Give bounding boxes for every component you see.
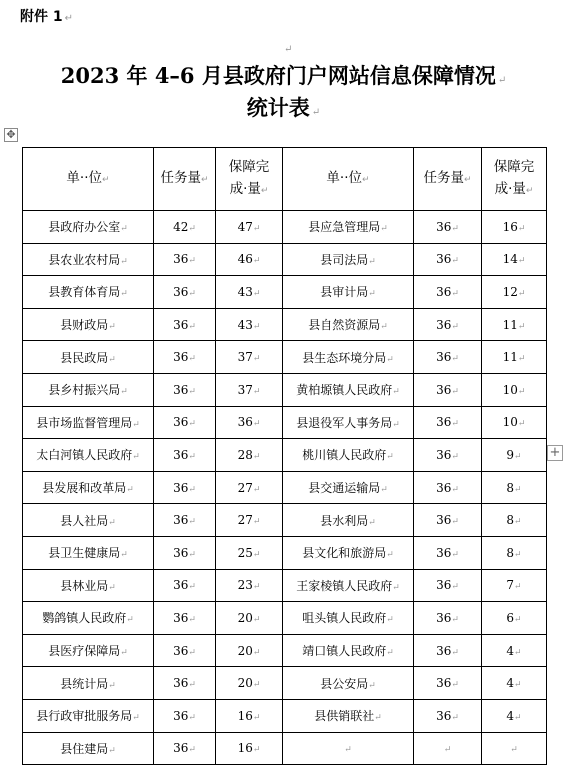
- cell-done-left: 37↵: [216, 373, 283, 406]
- table-row: [23, 373, 547, 406]
- cell-tasks-right: 36↵: [414, 373, 482, 406]
- cell-tasks-right: 36↵: [414, 569, 482, 602]
- paragraph-mark-icon: ↵: [451, 484, 459, 495]
- paragraph-mark-icon: ↵: [252, 549, 261, 560]
- paragraph-mark-icon: ↵: [386, 648, 394, 659]
- cell-tasks-right: 36↵: [414, 243, 482, 276]
- cell-unit-left: 县统计局↵: [23, 667, 154, 700]
- cell-unit-right: 县自然资源局↵: [283, 308, 414, 341]
- paragraph-mark-icon: ↵: [252, 647, 261, 658]
- cell-unit-right: 县退役军人事务局↵: [283, 406, 414, 439]
- paragraph-mark-icon: ↵: [514, 680, 522, 691]
- table-row: [23, 276, 547, 309]
- paragraph-mark-icon: ↵: [188, 321, 196, 332]
- paragraph-mark-icon: ↵: [517, 256, 526, 267]
- paragraph-mark-icon: ↵: [451, 354, 459, 365]
- paragraph-mark-icon: ↵: [514, 712, 522, 723]
- cell-unit-right: 县水利局↵: [283, 504, 414, 537]
- table-row: [23, 536, 547, 569]
- paragraph-mark-icon: ↵: [188, 419, 196, 430]
- cell-tasks-right: 36↵: [414, 406, 482, 439]
- cell-done-right: [482, 732, 547, 765]
- paragraph-mark-icon: ↵: [126, 485, 134, 496]
- paragraph-mark-icon: ↵: [252, 288, 261, 299]
- cell-tasks-right: [414, 732, 482, 765]
- cell-tasks-right: 36↵: [414, 504, 482, 537]
- cell-done-left: 43↵: [216, 308, 283, 341]
- paragraph-mark-icon: ↵: [188, 745, 196, 756]
- paragraph-mark-icon: ↵: [451, 386, 459, 397]
- paragraph-mark-icon: ↵: [497, 75, 507, 86]
- cell-done-right: 4↵: [482, 634, 547, 667]
- cell-tasks-right: 36↵: [414, 602, 482, 635]
- annex-label: 附件 1 ↵: [20, 9, 74, 25]
- cell-tasks-left: 36↵: [154, 634, 216, 667]
- table-row: [23, 341, 547, 374]
- cell-tasks-left: 36↵: [154, 406, 216, 439]
- cell-unit-left: 县住建局↵: [23, 732, 154, 765]
- cell-done-left: 43↵: [216, 276, 283, 309]
- cell-unit-right: 黄柏塬镇人民政府↵: [283, 373, 414, 406]
- paragraph-mark-icon: ↵: [451, 680, 459, 691]
- cell-tasks-left: 36↵: [154, 536, 216, 569]
- cell-unit-left: 县农业农村局↵: [23, 243, 154, 276]
- cell-unit-right: 县交通运输局↵: [283, 471, 414, 504]
- cell-unit-left: 县财政局↵: [23, 308, 154, 341]
- paragraph-mark-icon: ↵: [386, 452, 394, 463]
- paragraph-mark-icon: ↵: [120, 550, 128, 561]
- cell-unit-right: 县供销联社↵: [283, 699, 414, 732]
- paragraph-mark-icon: ↵: [451, 288, 459, 299]
- cell-done-right: 11↵: [482, 341, 547, 374]
- paragraph-mark-icon: ↵: [188, 354, 196, 365]
- paragraph-mark-icon: ↵: [132, 452, 140, 463]
- paragraph-mark-icon: ↵: [510, 745, 518, 756]
- paragraph-mark-icon: ↵: [64, 13, 74, 24]
- paragraph-mark-icon: ↵: [126, 615, 134, 626]
- cell-tasks-left: 36↵: [154, 276, 216, 309]
- header-tasks-left: 任务量↵: [154, 148, 216, 211]
- paragraph-mark-icon: ↵: [252, 256, 261, 267]
- paragraph-mark-icon: ↵: [451, 419, 459, 430]
- paragraph-mark-icon: ↵: [517, 288, 526, 299]
- paragraph-mark-icon: ↵: [252, 419, 261, 430]
- paragraph-mark-icon: ↵: [188, 712, 196, 723]
- paragraph-mark-icon: ↵: [368, 680, 376, 691]
- paragraph-mark-icon: ↵: [514, 484, 522, 495]
- cell-tasks-right: 36↵: [414, 471, 482, 504]
- cell-done-right: 4↵: [482, 667, 547, 700]
- paragraph-mark-icon: ↵: [392, 387, 400, 398]
- paragraph-mark-icon: ↵: [517, 354, 526, 365]
- cell-tasks-right: 36↵: [414, 536, 482, 569]
- table-row: [23, 634, 547, 667]
- paragraph-mark-icon: ↵: [443, 745, 452, 756]
- cell-done-left: 27↵: [216, 504, 283, 537]
- paragraph-mark-icon: ↵: [252, 582, 261, 593]
- cell-unit-left: 县发展和改革局↵: [23, 471, 154, 504]
- paragraph-mark-icon: ↵: [188, 517, 196, 528]
- paragraph-mark-icon: ↵: [517, 223, 526, 234]
- table-row: [23, 211, 547, 244]
- paragraph-mark-icon: ↵: [188, 451, 196, 462]
- cell-tasks-left: 36↵: [154, 602, 216, 635]
- cell-unit-right: 王家棱镇人民政府↵: [283, 569, 414, 602]
- cell-done-right: 7↵: [482, 569, 547, 602]
- header-done-left: 保障完 成·量↵: [216, 148, 283, 211]
- cell-tasks-right: 36↵: [414, 211, 482, 244]
- cell-unit-left: 县政府办公室↵: [23, 211, 154, 244]
- paragraph-mark-icon: ↵: [514, 614, 522, 625]
- cell-done-left: 27↵: [216, 471, 283, 504]
- paragraph-mark-icon: ↵: [368, 517, 376, 528]
- paragraph-mark-icon: ↵: [386, 615, 394, 626]
- cell-tasks-right: 36↵: [414, 667, 482, 700]
- paragraph-mark-icon: ↵: [311, 107, 321, 118]
- cell-tasks-right: 36↵: [414, 276, 482, 309]
- paragraph-mark-icon: ↵: [188, 582, 196, 593]
- paragraph-mark-icon: ↵: [108, 322, 116, 333]
- paragraph-mark-icon: ↵: [514, 549, 522, 560]
- table-move-handle-icon[interactable]: ✥: [4, 128, 18, 142]
- cell-unit-left: 县乡村振兴局↵: [23, 373, 154, 406]
- table-row: [23, 504, 547, 537]
- cell-done-left: 47↵: [216, 211, 283, 244]
- cell-unit-left: 县卫生健康局↵: [23, 536, 154, 569]
- add-column-icon[interactable]: +: [547, 445, 563, 461]
- paragraph-mark-icon: ↵: [517, 321, 526, 332]
- paragraph-mark-icon: ↵: [386, 354, 394, 365]
- cell-done-left: 20↵: [216, 602, 283, 635]
- cell-tasks-left: 36↵: [154, 699, 216, 732]
- cell-done-right: 9↵: [482, 439, 547, 472]
- table-row: [23, 471, 547, 504]
- paragraph-mark-icon: ↵: [132, 419, 140, 430]
- cell-done-right: 6↵: [482, 602, 547, 635]
- cell-done-right: 11↵: [482, 308, 547, 341]
- cell-unit-left: 县林业局↵: [23, 569, 154, 602]
- cell-done-right: 8↵: [482, 504, 547, 537]
- cell-unit-right: 县文化和旅游局↵: [283, 536, 414, 569]
- table-row: [23, 243, 547, 276]
- paragraph-mark-icon: ↵: [108, 354, 116, 365]
- cell-tasks-left: 36↵: [154, 341, 216, 374]
- cell-done-right: 8↵: [482, 536, 547, 569]
- paragraph-mark-icon: ↵: [514, 647, 522, 658]
- paragraph-mark-icon: ↵: [108, 517, 116, 528]
- paragraph-mark-icon: ↵: [252, 745, 261, 756]
- stats-table: [22, 147, 547, 765]
- paragraph-mark-icon: ↵: [120, 224, 128, 235]
- cell-unit-left: 县行政审批服务局↵: [23, 699, 154, 732]
- paragraph-mark-icon: ↵: [188, 484, 196, 495]
- paragraph-mark-icon: ↵: [517, 386, 526, 397]
- paragraph-mark-icon: ↵: [188, 614, 196, 625]
- cell-tasks-right: 36↵: [414, 699, 482, 732]
- paragraph-mark-icon: ↵: [514, 582, 522, 593]
- paragraph-mark-icon: ↵: [451, 223, 459, 234]
- cell-done-right: 4↵: [482, 699, 547, 732]
- paragraph-mark-icon: ↵: [120, 256, 128, 267]
- doc-title-line2: 统计表 ↵: [246, 95, 321, 120]
- table-row: [23, 439, 547, 472]
- paragraph-mark-icon: ↵: [451, 582, 459, 593]
- paragraph-mark-icon: ↵: [380, 485, 388, 496]
- cell-unit-left: 县市场监督管理局↵: [23, 406, 154, 439]
- cell-done-left: 37↵: [216, 341, 283, 374]
- paragraph-mark-icon: ↵: [451, 712, 459, 723]
- table-header-row: [23, 148, 547, 211]
- table-row: [23, 667, 547, 700]
- cell-tasks-left: 36↵: [154, 308, 216, 341]
- cell-tasks-left: 36↵: [154, 569, 216, 602]
- cell-unit-right: 县应急管理局↵: [283, 211, 414, 244]
- cell-unit-left: 县教育体育局↵: [23, 276, 154, 309]
- cell-unit-right: 县公安局↵: [283, 667, 414, 700]
- paragraph-mark-icon: ↵: [120, 648, 128, 659]
- cell-tasks-left: 36↵: [154, 439, 216, 472]
- cell-done-left: 16↵: [216, 699, 283, 732]
- paragraph-mark-icon: ↵: [451, 451, 459, 462]
- cell-tasks-left: 42↵: [154, 211, 216, 244]
- paragraph-mark-icon: ↵: [368, 256, 376, 267]
- cell-tasks-right: 36↵: [414, 439, 482, 472]
- paragraph-mark-icon: ↵: [451, 647, 459, 658]
- paragraph-mark-icon: ↵: [188, 549, 196, 560]
- cell-done-left: 28↵: [216, 439, 283, 472]
- paragraph-mark-icon: ↵: [252, 517, 261, 528]
- paragraph-mark-icon: ↵: [451, 256, 459, 267]
- cell-done-left: 20↵: [216, 667, 283, 700]
- cell-unit-left: 太白河镇人民政府↵: [23, 439, 154, 472]
- table-row: [23, 308, 547, 341]
- cell-unit-right: 县生态环境分局↵: [283, 341, 414, 374]
- table-row: [23, 569, 547, 602]
- paragraph-mark-icon: ↵: [108, 680, 116, 691]
- header-unit-left: 单··位↵: [23, 148, 154, 211]
- paragraph-mark-icon: ↵: [392, 419, 400, 430]
- cell-done-left: 20↵: [216, 634, 283, 667]
- cell-done-left: 36↵: [216, 406, 283, 439]
- table-row: [23, 406, 547, 439]
- cell-unit-left: 县人社局↵: [23, 504, 154, 537]
- cell-tasks-left: 36↵: [154, 373, 216, 406]
- paragraph-mark-icon: ↵: [344, 745, 352, 756]
- cell-unit-right: 靖口镇人民政府↵: [283, 634, 414, 667]
- paragraph-mark-icon: ↵: [514, 517, 522, 528]
- paragraph-mark-icon: ↵: [188, 256, 196, 267]
- cell-unit-left: 县医疗保障局↵: [23, 634, 154, 667]
- cell-unit-right: 桃川镇人民政府↵: [283, 439, 414, 472]
- cell-unit-right: 县司法局↵: [283, 243, 414, 276]
- cell-unit-right: 县审计局↵: [283, 276, 414, 309]
- paragraph-mark-icon: ↵: [120, 289, 128, 300]
- cell-unit-right: 咀头镇人民政府↵: [283, 602, 414, 635]
- table-row: [23, 602, 547, 635]
- header-tasks-right: 任务量↵: [414, 148, 482, 211]
- cell-done-right: 10↵: [482, 406, 547, 439]
- doc-title-line1: 2023 年 4–6 月县政府门户网站信息保障情况 ↵: [60, 63, 507, 88]
- paragraph-mark-icon: ↵: [188, 386, 196, 397]
- paragraph-mark-icon: ↵: [392, 582, 400, 593]
- cell-tasks-right: 36↵: [414, 308, 482, 341]
- paragraph-mark-icon: ↵: [188, 647, 196, 658]
- paragraph-mark-icon: ↵: [188, 680, 196, 691]
- header-unit-right: 单··位↵: [283, 148, 414, 211]
- paragraph-mark-icon: ↵: [108, 582, 116, 593]
- paragraph-mark-icon: ↵: [380, 322, 388, 333]
- paragraph-mark-icon: ↵: [188, 223, 196, 234]
- cell-tasks-right: 36↵: [414, 341, 482, 374]
- paragraph-mark-icon: ↵: [120, 387, 128, 398]
- paragraph-mark-icon: ↵: [374, 713, 382, 724]
- paragraph-mark-icon: ↵: [252, 712, 261, 723]
- paragraph-mark-icon: ↵: [252, 680, 261, 691]
- cell-unit-left: 鹦鸽镇人民政府↵: [23, 602, 154, 635]
- paragraph-mark-icon: ↵: [451, 517, 459, 528]
- cell-done-left: 16↵: [216, 732, 283, 765]
- cell-done-left: 25↵: [216, 536, 283, 569]
- paragraph-mark-icon: ↵: [252, 614, 261, 625]
- paragraph-mark-icon: ↵: [368, 289, 376, 300]
- paragraph-mark-icon: ↵: [252, 484, 261, 495]
- paragraph-mark-icon: ↵: [517, 419, 526, 430]
- table-row: [23, 732, 547, 765]
- paragraph-mark-icon: ↵: [132, 713, 140, 724]
- paragraph-mark-icon: ↵: [380, 224, 388, 235]
- cell-done-left: 46↵: [216, 243, 283, 276]
- paragraph-mark-icon: ↵: [451, 614, 459, 625]
- paragraph-mark-icon: ↵: [252, 354, 261, 365]
- paragraph-mark-icon: ↵: [451, 549, 459, 560]
- cell-tasks-left: 36↵: [154, 732, 216, 765]
- table-row: [23, 699, 547, 732]
- cell-tasks-left: 36↵: [154, 471, 216, 504]
- cell-unit-right: [283, 732, 414, 765]
- cell-tasks-left: 36↵: [154, 667, 216, 700]
- cell-done-right: 16↵: [482, 211, 547, 244]
- paragraph-mark-icon: ↵: [252, 321, 261, 332]
- header-done-right: 保障完 成·量↵: [482, 148, 547, 211]
- paragraph-mark-icon: ↵: [252, 386, 261, 397]
- paragraph-mark-icon: ↵: [252, 223, 261, 234]
- paragraph-mark-icon: ↵: [284, 44, 293, 55]
- cell-unit-left: 县民政局↵: [23, 341, 154, 374]
- cell-done-left: 23↵: [216, 569, 283, 602]
- paragraph-mark-icon: ↵: [188, 288, 196, 299]
- cell-tasks-left: 36↵: [154, 504, 216, 537]
- cell-tasks-left: 36↵: [154, 243, 216, 276]
- paragraph-mark-icon: ↵: [252, 451, 261, 462]
- cell-done-right: 14↵: [482, 243, 547, 276]
- paragraph-mark-icon: ↵: [108, 745, 116, 756]
- cell-done-right: 10↵: [482, 373, 547, 406]
- cell-done-right: 12↵: [482, 276, 547, 309]
- paragraph-mark-icon: ↵: [451, 321, 459, 332]
- cell-done-right: 8↵: [482, 471, 547, 504]
- paragraph-mark-icon: ↵: [386, 550, 394, 561]
- paragraph-mark-icon: ↵: [514, 451, 522, 462]
- cell-tasks-right: 36↵: [414, 634, 482, 667]
